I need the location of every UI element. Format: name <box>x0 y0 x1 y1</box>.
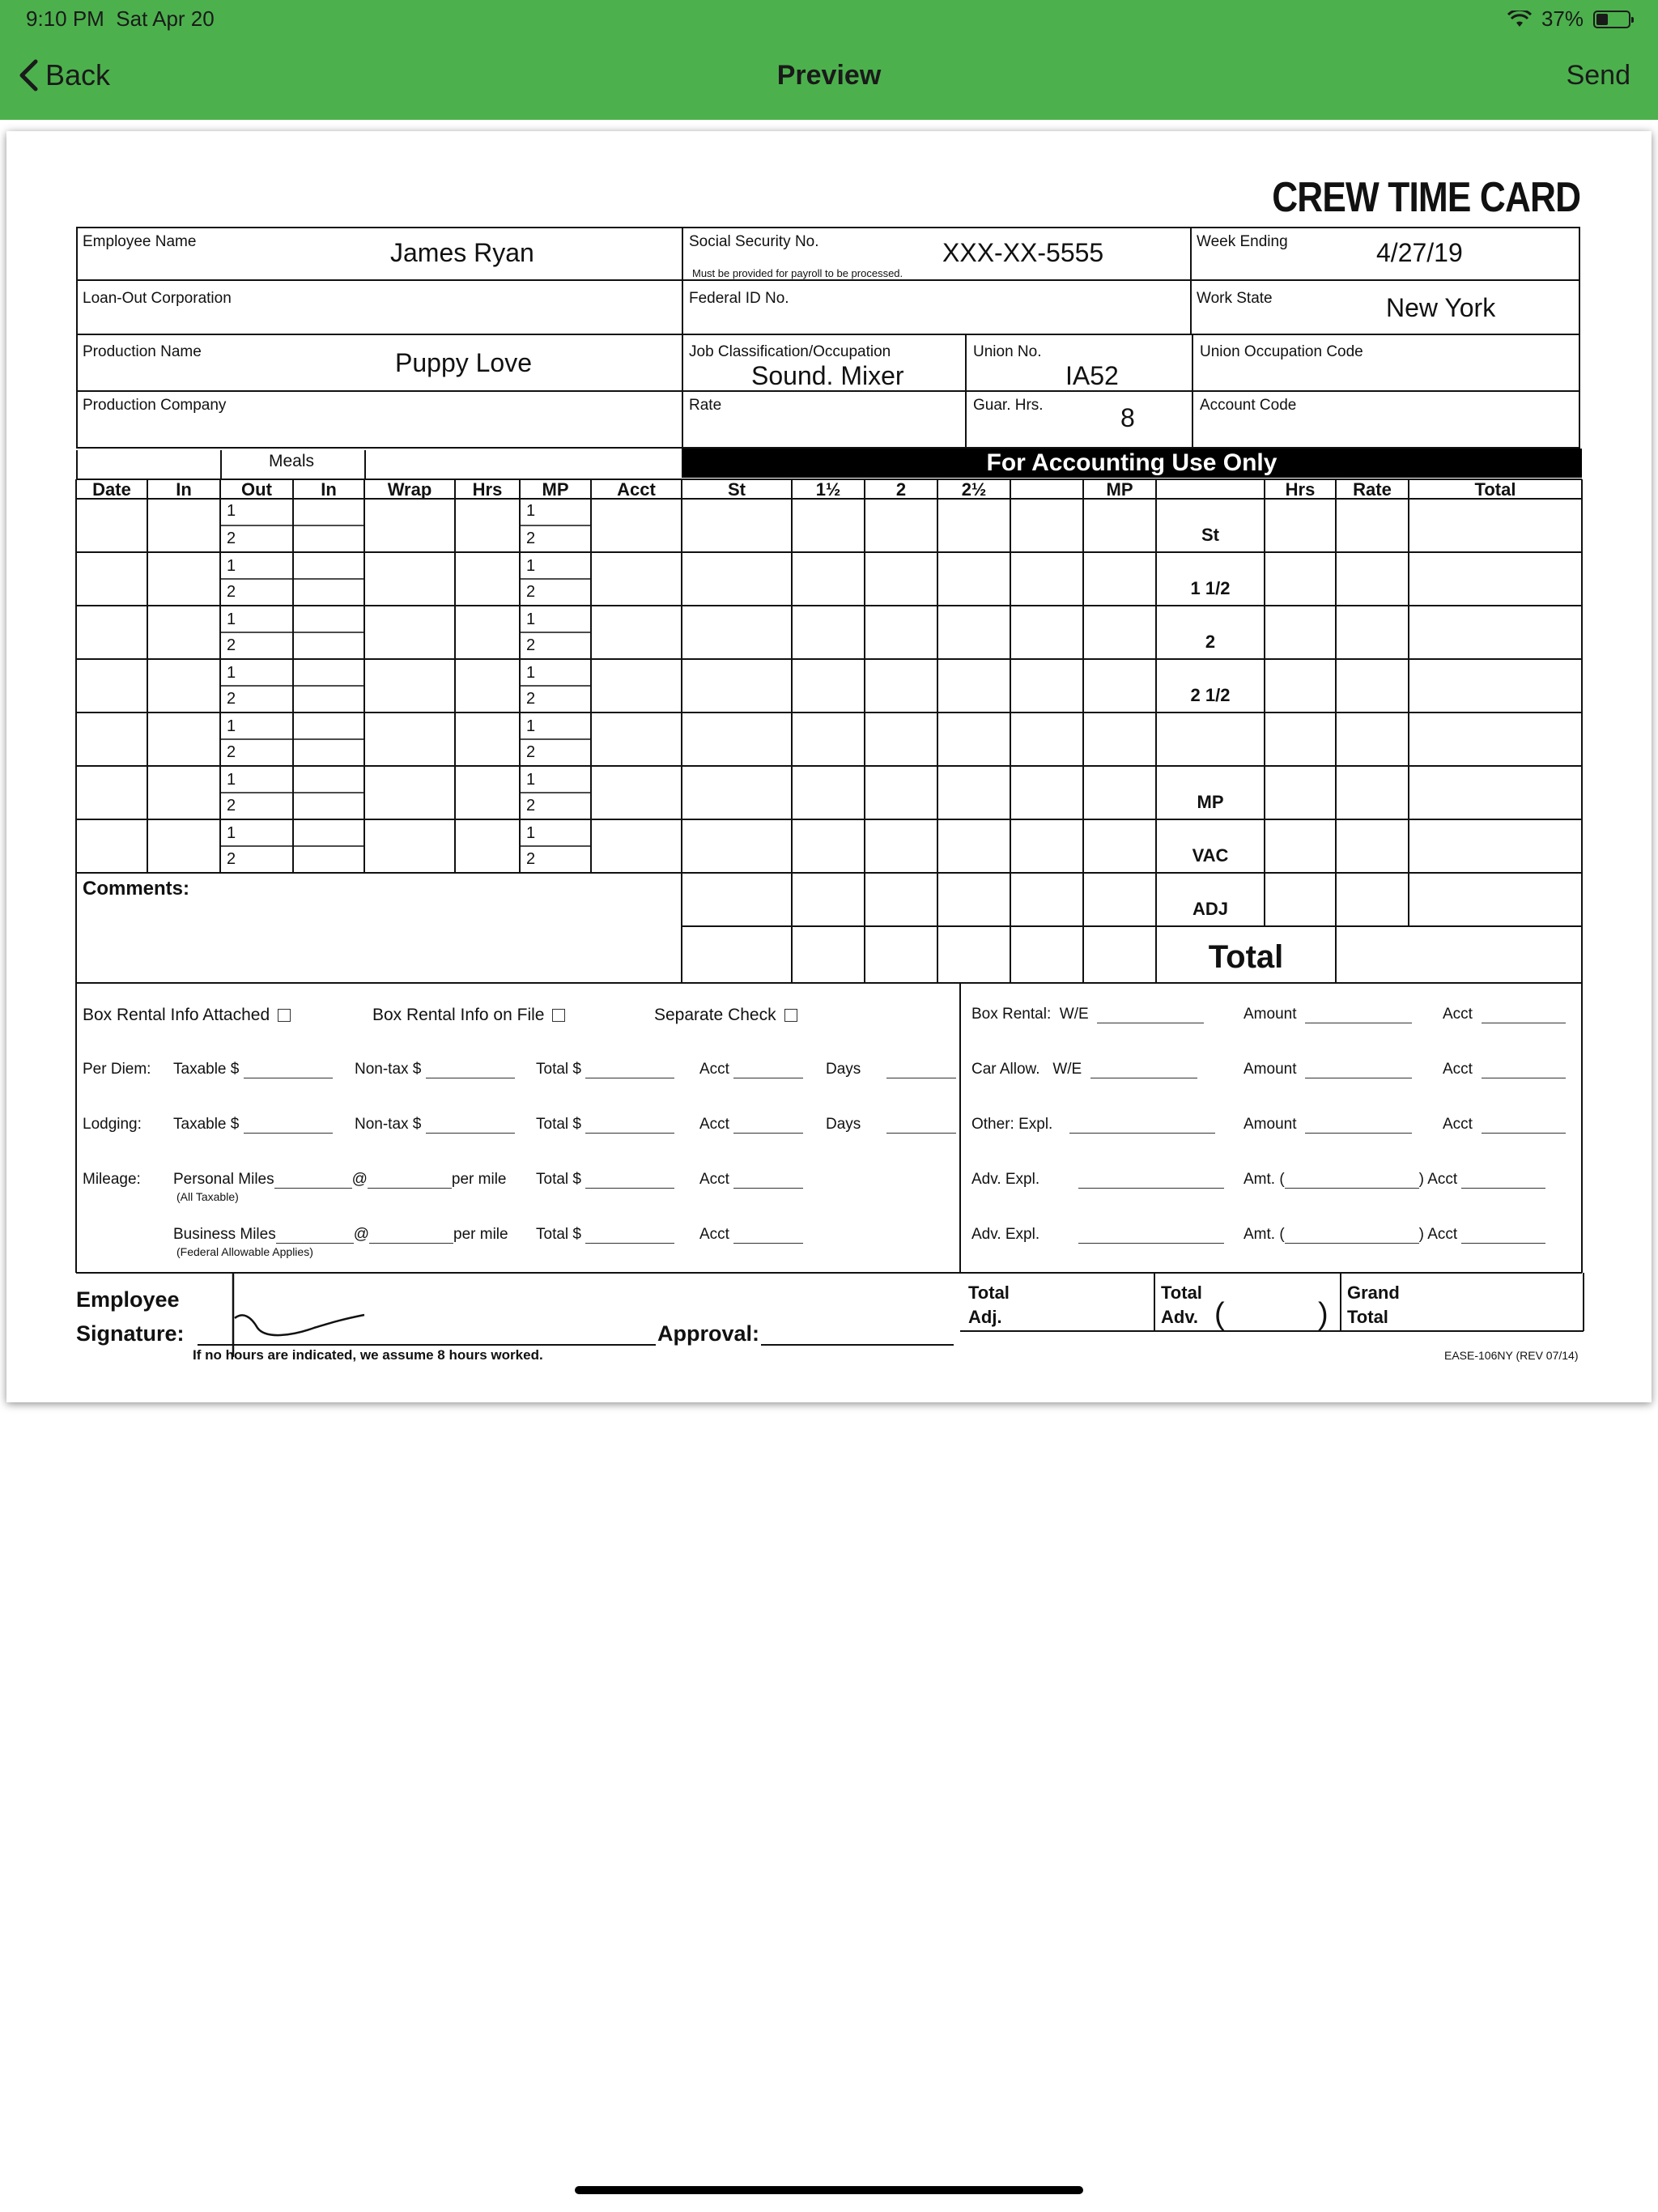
other-expl-amount: Amount <box>1244 1116 1412 1134</box>
acct-row-st: St <box>1201 525 1219 545</box>
signature-label: Signature: <box>76 1321 185 1346</box>
production-name-label: Production Name <box>83 343 202 360</box>
other-expl-acct: Acct <box>1443 1116 1566 1134</box>
box-rental-on-file: Box Rental Info on File <box>372 1006 565 1025</box>
union-occ-label: Union Occupation Code <box>1200 343 1363 360</box>
business-acct: Acct <box>699 1226 803 1244</box>
lodging-days: Days <box>826 1116 956 1134</box>
lodging-nontax: Non-tax $ <box>355 1116 515 1134</box>
per-diem-days: Days <box>826 1061 956 1078</box>
personal-total: Total $ <box>536 1171 674 1189</box>
home-indicator[interactable] <box>575 2186 1083 2194</box>
col-hrs2: Hrs <box>1285 479 1316 500</box>
adv-amt-1: Amt. ( ) Acct <box>1244 1171 1545 1189</box>
adv-expl-row-1: Adv. Expl. <box>971 1171 1224 1189</box>
acct-row-2: 2 <box>1205 632 1216 652</box>
col-hrs: Hrs <box>472 479 503 500</box>
ssn-note: Must be provided for payroll to be processed. <box>692 267 903 279</box>
car-allow-amount: Amount <box>1244 1061 1412 1078</box>
status-time: 9:10 PM Sat Apr 20 <box>26 6 215 31</box>
col-meal-in: In <box>321 479 337 500</box>
loanout-label: Loan-Out Corporation <box>83 290 232 307</box>
time-card: CREW TIME CARD Employee Name James Ryan Social Security No. XXX-XX-5555 Must be provided for payroll to be processed. Week Ending 4/27/19 Loan-Out Corporation Federal ID No. Work State New York Production Name Puppy Love Job Classification/Occupation Sound. Mixer Union No. IA52 Union Occupation Code Production Company Rate Guar. Hrs. 8 Account Code Meals For Accounting Use Only Date In Out In Wrap Hrs MP Acct St 1½ 2 2½ MP Hrs Rate Total 1 2 1 2 1 2 1 2 1 2 1 2 1 2 1 2 1 2 1 2 1 2 1 2 1 2 1 2 St 1 1/2 2 2 1/2 MP VAC ADJ Total Comments: Box Rental Info Attached Box Rental Info on File Separate Check Per Diem: Taxable $ Non-tax $ Total $ Acct Days Lodging: Taxable $ Non-tax $ Total $ Acct Days Mileage: Personal Miles @ per mile (All Taxable) Total $ Acct Business Miles @ per mile (Federal Allowable Applies) Total $ Acct Box Rental: W/E Amount Acct Car Allow. W/E Amount Acct Other: Expl. Amount Acct Adv. Expl. Amt. ( ) Acct Adv. Expl. Amt. ( ) Acct Employee Signature: If no hours are indicated, we assume 8 hours worked. Approval: Total Adj. Total Adv. ( ) Grand Total EASE-106NY (REV 07/14) <box>0 0 1658 1409</box>
approval-label: Approval: <box>657 1321 760 1346</box>
col-two-half: 2½ <box>961 479 987 500</box>
grand-total-label-2: Total <box>1347 1307 1388 1327</box>
box-rental-amount: Amount <box>1244 1006 1412 1023</box>
per-diem-label: Per Diem: <box>83 1061 151 1078</box>
acct-row-1-5: 1 1/2 <box>1190 578 1231 598</box>
form-code: EASE-106NY (REV 07/14) <box>1444 1349 1579 1362</box>
all-taxable-note: (All Taxable) <box>176 1190 239 1203</box>
production-company-label: Production Company <box>83 397 227 414</box>
acct-row-2-5: 2 1/2 <box>1190 685 1231 705</box>
job-value: Sound. Mixer <box>751 361 904 390</box>
production-name-value: Puppy Love <box>395 348 533 377</box>
page-title: Preview <box>776 60 882 91</box>
acct-row-mp: MP <box>1197 792 1224 812</box>
separate-check: Separate Check <box>654 1006 797 1025</box>
per-diem-row: Taxable $ <box>173 1061 333 1078</box>
col-acct: Acct <box>617 479 656 500</box>
col-total: Total <box>1474 479 1516 500</box>
signature-image <box>219 1270 380 1359</box>
back-label: Back <box>45 58 111 91</box>
col-meal-out: Out <box>241 479 272 500</box>
meals-label: Meals <box>269 452 315 470</box>
col-mp2: MP <box>1106 479 1133 500</box>
acct-row-adj: ADJ <box>1192 899 1228 919</box>
total-adj-label-2: Adj. <box>968 1307 1002 1327</box>
job-label: Job Classification/Occupation <box>689 343 891 360</box>
ssn-value: XXX-XX-5555 <box>942 238 1104 267</box>
col-one-half: 1½ <box>815 479 841 500</box>
send-button[interactable]: Send <box>1566 60 1630 91</box>
car-allow-acct: Acct <box>1443 1061 1566 1078</box>
adv-expl-row-2: Adv. Expl. <box>971 1226 1224 1244</box>
per-diem-total: Total $ <box>536 1061 674 1078</box>
other-expl-row: Other: Expl. <box>971 1116 1215 1134</box>
grand-total-label-1: Grand <box>1347 1283 1400 1303</box>
week-ending-value: 4/27/19 <box>1376 238 1463 267</box>
fed-allow-note: (Federal Allowable Applies) <box>176 1245 313 1258</box>
guar-value: 8 <box>1120 403 1135 432</box>
col-wrap: Wrap <box>387 479 432 500</box>
total-adj-label-1: Total <box>968 1283 1010 1303</box>
account-code-label: Account Code <box>1200 397 1297 414</box>
lodging-total: Total $ <box>536 1116 674 1134</box>
per-diem-acct: Acct <box>699 1061 803 1078</box>
acct-row-vac: VAC <box>1192 845 1229 866</box>
col-st: St <box>728 479 746 500</box>
guar-label: Guar. Hrs. <box>973 397 1044 414</box>
box-rental-file-checkbox[interactable] <box>552 1009 565 1022</box>
per-diem-nontax: Non-tax $ <box>355 1061 515 1078</box>
car-allow-row: Car Allow. W/E <box>971 1061 1197 1078</box>
no-hours-note: If no hours are indicated, we assume 8 hours worked. <box>193 1347 543 1363</box>
total-adv-label-1: Total <box>1161 1283 1202 1303</box>
col-in: In <box>176 479 192 500</box>
rate-label: Rate <box>689 397 722 414</box>
lodging-acct: Acct <box>699 1116 803 1134</box>
battery-percent: 37% <box>1541 6 1584 31</box>
personal-acct: Acct <box>699 1171 803 1189</box>
mileage-label: Mileage: <box>83 1171 141 1188</box>
personal-miles: Personal Miles @ per mile <box>173 1171 507 1188</box>
comments-label: Comments: <box>83 878 190 900</box>
lodging-label: Lodging: <box>83 1116 142 1133</box>
week-ending-label: Week Ending <box>1197 233 1288 250</box>
acct-total-label: Total <box>1208 939 1284 975</box>
col-two: 2 <box>895 479 907 500</box>
box-rental-row: Box Rental: W/E <box>971 1006 1204 1023</box>
col-date: Date <box>92 479 131 500</box>
total-adv-label-2: Adv. <box>1161 1307 1199 1327</box>
work-state-value: New York <box>1386 293 1496 322</box>
box-rental-attached: Box Rental Info Attached <box>83 1006 291 1025</box>
union-no-label: Union No. <box>973 343 1042 360</box>
adv-amt-2: Amt. ( ) Acct <box>1244 1226 1545 1244</box>
approval-line[interactable] <box>761 1344 954 1346</box>
work-state-label: Work State <box>1197 290 1273 307</box>
ssn-label: Social Security No. <box>689 233 819 250</box>
col-mp: MP <box>542 479 569 500</box>
business-total: Total $ <box>536 1226 674 1244</box>
card-title: CREW TIME CARD <box>1272 174 1580 221</box>
business-miles: Business Miles @ per mile <box>173 1226 508 1243</box>
employee-name-label: Employee Name <box>83 233 197 250</box>
union-no-value: IA52 <box>1065 361 1119 390</box>
col-rate: Rate <box>1353 479 1392 500</box>
box-rental-acct: Acct <box>1443 1006 1566 1023</box>
separate-check-checkbox[interactable] <box>784 1009 797 1022</box>
lodging-row: Taxable $ <box>173 1116 333 1134</box>
box-rental-attached-checkbox[interactable] <box>278 1009 291 1022</box>
employee-label: Employee <box>76 1287 180 1312</box>
accounting-banner: For Accounting Use Only <box>682 449 1582 478</box>
employee-name-value: James Ryan <box>390 238 534 267</box>
federal-id-label: Federal ID No. <box>689 290 789 307</box>
